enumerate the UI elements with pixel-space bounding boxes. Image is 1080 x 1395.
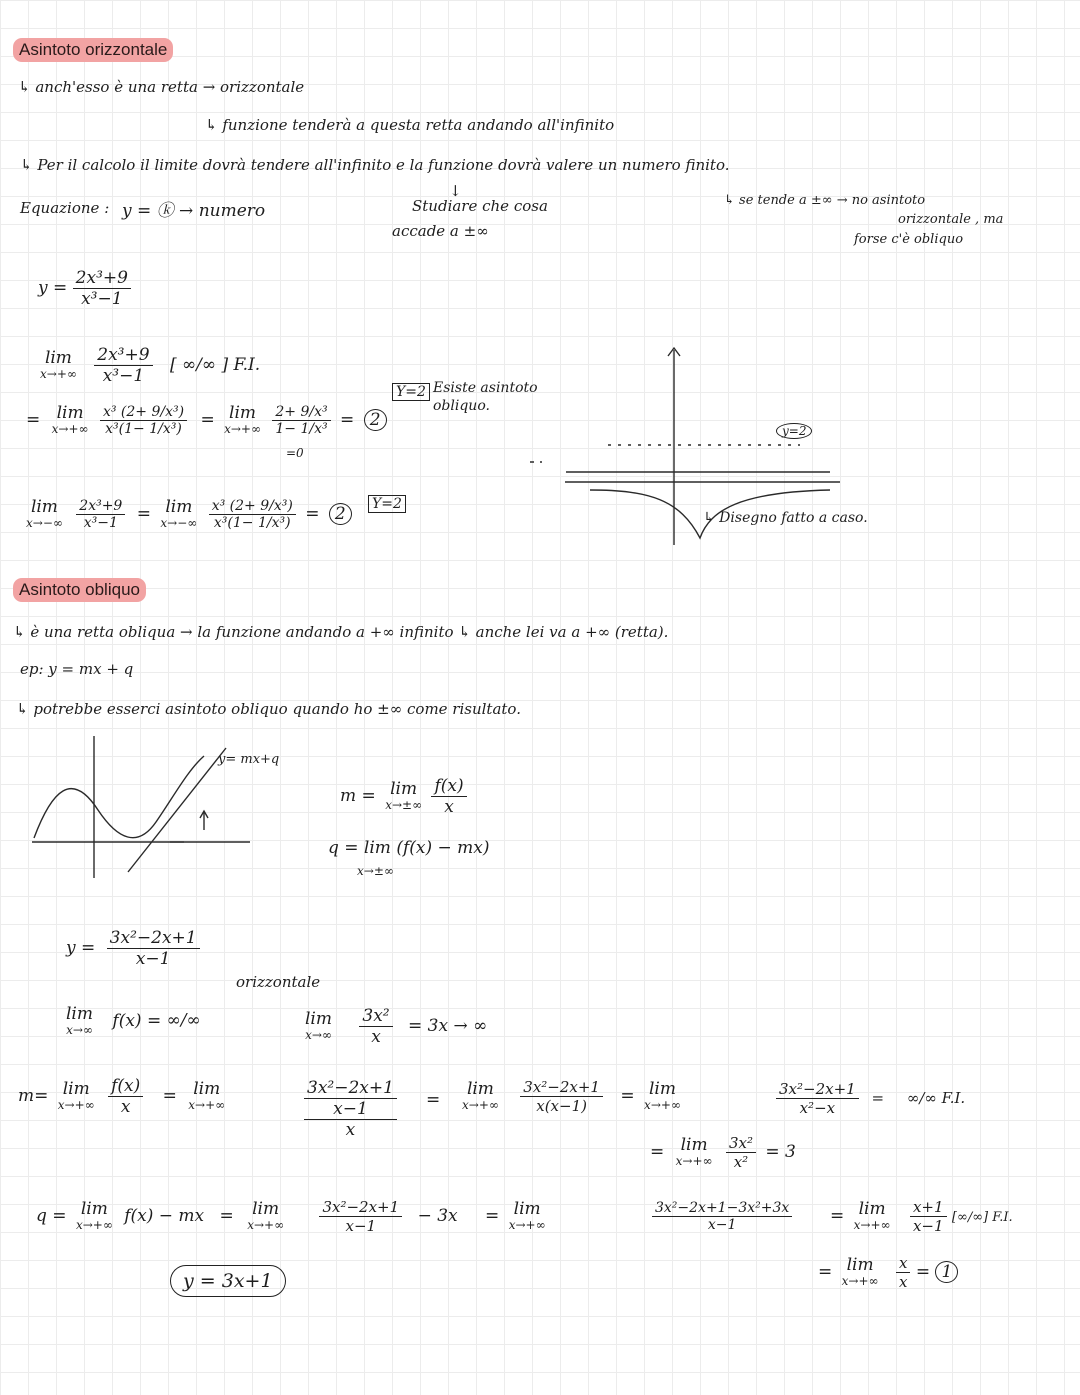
lim-sub: x→−∞: [26, 516, 63, 531]
m-label: m=: [18, 1086, 49, 1106]
m-expanded: [776, 1080, 965, 1117]
ex-den: x−1: [135, 949, 171, 969]
approx-result: = 3x → ∞: [408, 1016, 488, 1036]
q-label: q =: [36, 1206, 67, 1226]
lim-word: lim: [56, 403, 84, 424]
lim-sub: x→∞: [66, 1022, 93, 1037]
lim-num: 2x³+9: [76, 498, 125, 515]
sketch-label: y= mx+q: [218, 752, 280, 767]
eq-sign: =: [26, 410, 41, 430]
lim-word: lim: [193, 1079, 221, 1100]
lim-sub: x→+∞: [675, 1154, 713, 1169]
q-leading: [818, 1254, 958, 1291]
section-title-oblique: Asintoto obliquo: [13, 578, 146, 602]
lim-word: lim: [513, 1199, 541, 1220]
m-exp-num: 3x²−2x+1: [776, 1080, 859, 1099]
m-computation: [18, 1076, 225, 1117]
eq-sign: =: [650, 1142, 665, 1162]
section-title-horizontal: Asintoto orizzontale: [13, 38, 173, 62]
factored-num: x³ (2+ 9/x³): [100, 404, 187, 421]
lim-word: lim: [390, 779, 418, 800]
factored-num: x³ (2+ 9/x³): [209, 498, 296, 515]
m-exp-den: x²−x: [799, 1099, 836, 1117]
oblique-example-function: [66, 928, 200, 969]
eq-sign: =: [200, 410, 215, 430]
limit-factored: [26, 404, 387, 437]
lim-word: lim: [252, 1199, 280, 1220]
eq-sign: =: [830, 1206, 845, 1226]
lim-sub: x→±∞: [385, 798, 423, 813]
q-computation: [36, 1198, 546, 1235]
q-result-circled: 1: [935, 1261, 958, 1283]
horizontal-definition: ↳ anch'esso è una retta → orizzontale: [18, 78, 305, 96]
lim-sub: x→+∞: [853, 1218, 891, 1233]
side-note-2: orizzontale , ma: [898, 212, 1004, 227]
eq-sign: =: [340, 410, 355, 430]
simplified-den: 1− 1/x³: [275, 421, 328, 437]
func-numerator: 2x³+9: [73, 268, 131, 289]
approx-num: 3x²: [359, 1006, 392, 1027]
approx-den: x: [371, 1027, 381, 1047]
lim-sub: x→+∞: [224, 422, 261, 437]
lim-word: lim: [44, 348, 72, 369]
q-simplified: [830, 1198, 1013, 1235]
q-comb-num: 3x²−2x+1−3x²+3x: [652, 1200, 792, 1217]
m-combined: [462, 1078, 681, 1115]
horizontal-word: orizzontale: [236, 973, 321, 991]
lim-word: lim: [680, 1135, 708, 1156]
lim-den: x³−1: [83, 515, 118, 531]
eq-sign: =: [915, 1262, 931, 1282]
side-note-1: ↳ se tende a ±∞ → no asintoto: [724, 193, 926, 208]
m-lead-num: 3x²: [726, 1134, 756, 1153]
eq-sign: =: [162, 1086, 177, 1106]
lim-sub: x→+∞: [247, 1218, 285, 1233]
lim-den: x³−1: [102, 366, 145, 386]
factored-den: x³(1− 1/x³): [213, 515, 291, 531]
eq-sign: =: [305, 504, 320, 524]
sketch-curve: [34, 756, 204, 838]
eq-sign: =: [219, 1206, 234, 1226]
lim-sub: x→−∞: [160, 516, 198, 531]
side-note-3: forse c'è obliquo: [854, 232, 964, 247]
zero-mark: =0: [286, 446, 304, 460]
lim-sub: x→+∞: [462, 1098, 499, 1113]
q-simp-den: x−1: [912, 1217, 944, 1235]
exists-oblique-note-2: obliquo.: [433, 398, 490, 414]
lim-sub: x→∞: [305, 1028, 332, 1043]
lim-word: lim: [66, 1004, 93, 1024]
lim-sub: x→+∞: [841, 1274, 879, 1289]
q-num: 3x²−2x+1: [319, 1198, 402, 1217]
result-circled: 2: [329, 503, 352, 525]
m-result: = 3: [765, 1142, 796, 1162]
lim-sub: x→+∞: [40, 367, 77, 382]
study-note-1: Studiare che cosa: [412, 197, 548, 215]
lim-sub: x→+∞: [644, 1098, 681, 1113]
lim-word: lim: [305, 1009, 332, 1030]
ex-num: 3x²−2x+1: [107, 928, 200, 949]
study-note-2: accade a ±∞: [392, 222, 489, 240]
m-num: f(x): [431, 776, 466, 797]
lim-sub: x→+∞: [508, 1218, 546, 1233]
boxed-asymptote-y2-b: Y=2: [368, 496, 406, 512]
limit-minus-infinity: [26, 498, 352, 531]
factored-den: x³(1− 1/x³): [105, 421, 182, 437]
lim-word: lim: [62, 1079, 90, 1100]
func-y-label: y =: [38, 278, 68, 298]
q-formula-sub: x→±∞: [357, 864, 394, 878]
lim-word: lim: [648, 1079, 676, 1100]
q-combined: [652, 1200, 792, 1233]
lim-num: 2x³+9: [94, 345, 152, 366]
lim-word: lim: [846, 1255, 874, 1276]
leading-term-limit: [305, 1006, 487, 1047]
horizontal-calculation-rule: ↳ Per il calcolo il limite dovrà tendere all'infinito e la funzione dovrà valere un numero finito.: [20, 156, 730, 174]
q-lead-num: x: [896, 1254, 910, 1273]
q-formula: q = lim (f(x) − mx): [328, 838, 490, 858]
oblique-condition: ↳ potrebbe esserci asintoto obliquo quando ho ±∞ come risultato.: [16, 700, 521, 718]
m-fi: ∞/∞ F.I.: [906, 1088, 966, 1107]
sketch-asymptote-line: [128, 748, 226, 872]
m-compound-fraction: [304, 1078, 397, 1140]
lim-fx-frac: ∞/∞: [166, 1010, 201, 1031]
lim-sub: x→+∞: [188, 1098, 226, 1113]
lim-fx: f(x) =: [112, 1010, 162, 1031]
q-lead-den: x: [898, 1273, 908, 1291]
q-fi: [∞/∞] F.I.: [951, 1210, 1013, 1225]
m-comb-den: x(x−1): [536, 1097, 587, 1115]
oblique-definition: ↳ è una retta obliqua → la funzione andando a +∞ infinito ↳ anche lei va a +∞ (retta).: [13, 623, 669, 641]
lim-word: lim: [229, 403, 257, 424]
eq-sign: =: [620, 1086, 635, 1106]
lim-word: lim: [165, 497, 193, 518]
graph-label-y2: y=2: [776, 424, 812, 438]
q-simp-num: x+1: [910, 1198, 947, 1217]
example-function: [38, 268, 131, 309]
ex-y-label: y =: [66, 938, 96, 958]
simplified-num: 2+ 9/x³: [272, 404, 330, 421]
q-minus: − 3x: [417, 1206, 458, 1226]
oblique-example-equation: ep: y = mx + q: [20, 660, 134, 678]
down-arrow-icon: ↓: [449, 182, 462, 200]
m-fx: f(x): [108, 1076, 143, 1097]
equation-label: Equazione :: [20, 199, 110, 217]
lim-word: lim: [30, 497, 58, 518]
final-asymptote: y = 3x+1: [170, 1270, 286, 1292]
m-big-num: 3x²−2x+1: [304, 1078, 397, 1099]
m-x: x: [120, 1097, 131, 1117]
lim-sub: x→+∞: [75, 1218, 113, 1233]
m-label: m =: [340, 786, 376, 806]
eq-sign: =: [485, 1206, 500, 1226]
graph-caption: ↳ Disegno fatto a caso.: [703, 510, 868, 526]
limit-plus-infinity: [40, 345, 260, 386]
exists-oblique-note: Esiste asintoto: [433, 380, 538, 396]
lim-word: lim: [466, 1079, 494, 1100]
m-comb-num: 3x²−2x+1: [520, 1078, 603, 1097]
lim-sub: x→+∞: [57, 1098, 95, 1113]
eq-sign: =: [871, 1088, 885, 1107]
q-comb-den: x−1: [707, 1217, 737, 1233]
eq-sign: =: [136, 504, 151, 524]
m-formula: [340, 776, 467, 817]
result-circled: 2: [364, 409, 387, 431]
boxed-asymptote-y2: Y=2: [392, 384, 430, 400]
func-denominator: x³−1: [81, 289, 123, 309]
eq-sign: =: [818, 1262, 833, 1282]
fi-indeterminate: [ ∞/∞ ] F.I.: [169, 355, 261, 375]
eq-sign-m: =: [426, 1090, 441, 1110]
lim-sub: x→+∞: [51, 422, 89, 437]
m-den: x: [444, 797, 454, 817]
horizontal-behaviour: ↳ funzione tenderà a questa retta andando all'infinito: [205, 116, 615, 134]
q-den: x−1: [345, 1217, 377, 1235]
lim-word: lim: [858, 1199, 886, 1220]
lim-fx-check: [66, 1006, 201, 1036]
m-big-den: x: [345, 1120, 356, 1140]
m-big-mid: x−1: [304, 1099, 397, 1120]
equation-body: y = ⓚ → numero: [122, 201, 266, 221]
m-lead-den: x²: [733, 1153, 749, 1171]
q-expr: f(x) − mx: [124, 1206, 205, 1226]
lim-word: lim: [80, 1199, 108, 1220]
m-leading: [650, 1134, 796, 1171]
